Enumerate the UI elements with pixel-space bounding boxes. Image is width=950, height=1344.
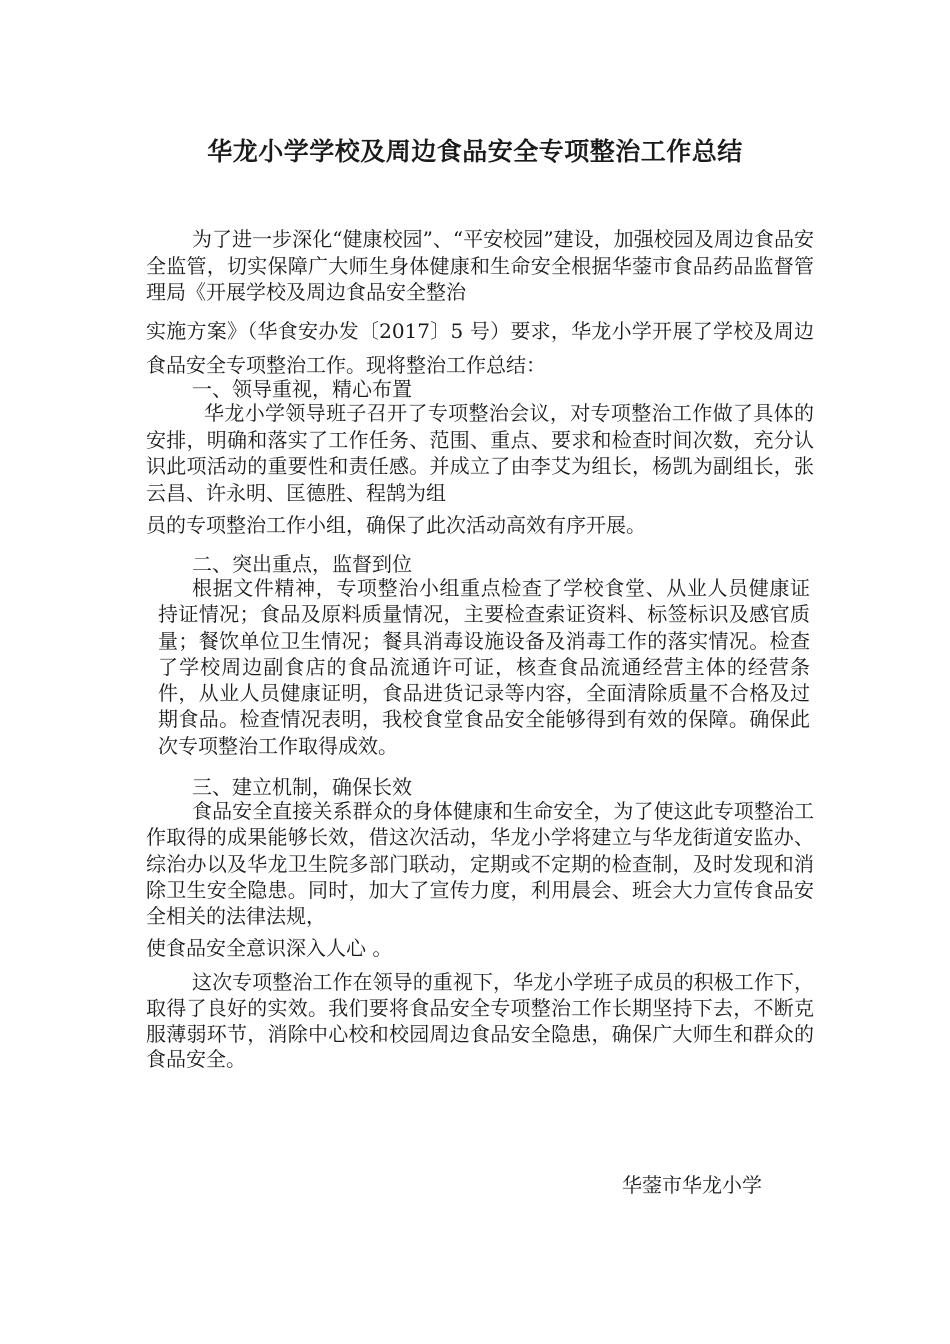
- section-2-paragraph: 根据文件精神，专项整治小组重点检查了学校食堂、从业人员健康证持证情况；食品及原料质量情况，主要检查索证资料、标签标识及感官质量；餐饮单位卫生情况；餐具消毒设施设备及消毒工作的落实情况。检查了学校周边副食店的食品流通许可证，核查食品流通经营主体的经营条件，从业人员健康证明，食品进货记录等内容，全面清除质量不合格及过期食品。检查情况表明，我校食堂食品安全能够得到有效的保障。确保此次专项整治工作取得成效。: [158, 576, 810, 758]
- section-3-paragraph: 食品安全直接关系群众的身体健康和生命安全，为了使这此专项整治工作取得的成果能够长效，借这次活动，华龙小学将建立与华龙街道安监办、综治办以及华龙卫生院多部门联动，定期或不定期的检查制，及时发现和消除卫生安全隐患。同时，加大了宣传力度，利用晨会、班会大力宣传食品安全相关的法律法规，: [146, 799, 814, 929]
- section-1-paragraph: 华龙小学领导班子召开了专项整治会议，对专项整治工作做了具体的安排，明确和落实了工作任务、范围、重点、要求和检查时间次数，充分认识此项活动的重要性和责任感。并成立了由李艾为组长，杨凯为副组长，张云昌、许永明、匡德胜、程鹄为组: [146, 401, 814, 505]
- section-3-heading: 三、建立机制，确保长效: [192, 775, 412, 799]
- signature: 华蓥市华龙小学: [622, 1173, 762, 1197]
- section-2-heading: 二、突出重点，监督到位: [192, 552, 412, 576]
- intro-paragraph-continued: 实施方案》（华食安办发〔2017〕5 号）要求，华龙小学开展了学校及周边食品安全专项整治工作。现将整治工作总结：: [146, 319, 814, 377]
- document-title: 华龙小学学校及周边食品安全专项整治工作总结: [207, 137, 743, 166]
- intro-paragraph: 为了进一步深化“健康校园”、“平安校园”建设，加强校园及周边食品安全监管，切实保障广大师生身体健康和生命安全根据华蓥市食品药品监督管理局《开展学校及周边食品安全整治: [146, 227, 814, 304]
- section-3-paragraph-end: 使食品安全意识深入人心 。: [146, 936, 393, 960]
- section-1-heading: 一、领导重视，精心布置: [192, 377, 412, 401]
- closing-paragraph: 这次专项整治工作在领导的重视下，华龙小学班子成员的积极工作下，取得了良好的实效。我们要将食品安全专项整治工作长期坚持下去，不断克服薄弱环节，消除中心校和校园周边食品安全隐患，确保广大师生和群众的食品安全。: [146, 970, 814, 1072]
- section-1-paragraph-end: 员的专项整治工作小组，确保了此次活动高效有序开展。: [146, 513, 646, 537]
